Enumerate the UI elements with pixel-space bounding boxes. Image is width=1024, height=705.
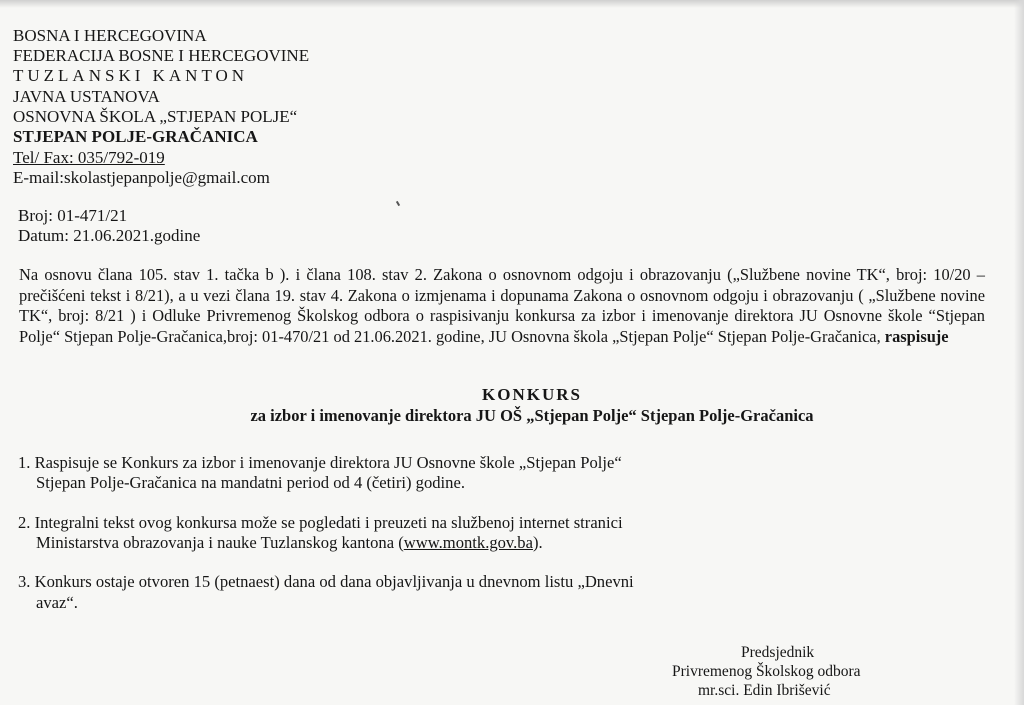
list-item-1-line1: 1. Raspisuje se Konkurs za izbor i imenovanje direktora JU Osnovne škole „Stjepan Polje“: [18, 453, 622, 472]
document-subtitle: za izbor i imenovanje direktora JU OŠ „Stjepan Polje“ Stjepan Polje-Gračanica: [250, 406, 814, 425]
intro-text: Na osnovu člana 105. stav 1. tačka b ). i člana 108. stav 2. Zakona o osnovnom odgoju i obrazovanju („Službene novine TK“, broj: 10/20 – prečišćeni tekst i 8/21), a u vezi člana 19. stav 4. Zakona o izmjenama i dopunama Zakona o osnovnom odgoju i obrazovanju ( „Službene novine TK“, broj: 8/21 ) i Odluke Privremenog Školskog odbora o raspisivanju konkursa za izbor i imenovanje direktora JU Osnovne škole “Stjepan Polje“ Stjepan Polje-Gračanica,broj: 01-470/21 od 21.06.2021. godine, JU Osnovna škola „Stjepan Polje“ Stjepan Polje-Gračanica,: [19, 265, 985, 346]
scan-speck: [396, 201, 400, 206]
header-email: E-mail:skolastjepanpolje@gmail.com: [13, 168, 270, 187]
header-canton: TUZLANSKI KANTON: [13, 66, 249, 85]
list-item-2-line2: [36, 532, 543, 553]
list-item-3-line2: avaz“.: [36, 593, 78, 612]
list-item-1-line2: Stjepan Polje-Gračanica na mandatni period od 4 (četiri) godine.: [36, 473, 465, 492]
document-title: KONKURS: [482, 385, 582, 404]
signature-body: Privremenog Školskog odbora: [672, 663, 861, 680]
header-federation: FEDERACIJA BOSNE I HERCEGOVINE: [13, 46, 310, 65]
header-institution-type: JAVNA USTANOVA: [13, 87, 160, 106]
header-phone: Tel/ Fax: 035/792-019: [13, 148, 165, 167]
signature-title: Predsjednik: [741, 644, 815, 661]
ministry-website-link[interactable]: www.montk.gov.ba: [403, 533, 533, 552]
reference-date: Datum: 21.06.2021.godine: [18, 226, 201, 245]
list-item-2-text-end: ).: [532, 533, 543, 552]
header-location: STJEPAN POLJE-GRAČANICA: [13, 127, 258, 146]
intro-paragraph: [19, 265, 985, 347]
scan-shadow-top: [0, 0, 1024, 8]
list-item-2-text: Ministarstva obrazovanja i nauke Tuzlanskog kantona (: [36, 533, 404, 552]
scan-shadow-right: [1014, 0, 1024, 705]
header-school-name: OSNOVNA ŠKOLA „STJEPAN POLJE“: [13, 107, 298, 126]
list-item-2-line1: 2. Integralni tekst ovog konkursa može se pogledati i preuzeti na službenoj internet stranici: [18, 513, 623, 532]
intro-keyword: raspisuje: [884, 326, 949, 346]
list-item-3-line1: 3. Konkurs ostaje otvoren 15 (petnaest) dana od dana objavljivanja u dnevnom listu „Dnevni: [18, 572, 634, 591]
header-country: BOSNA I HERCEGOVINA: [13, 26, 207, 45]
reference-number: Broj: 01-471/21: [18, 206, 128, 225]
signature-name: mr.sci. Edin Ibrišević: [698, 682, 831, 699]
